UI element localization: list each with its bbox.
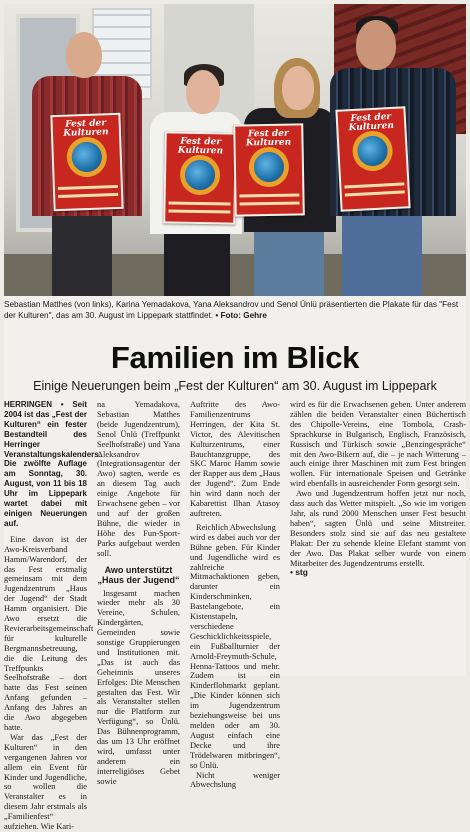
paragraph: Auftritte des Awo-Familienzentrums Herringen, der Kita St. Victor, des Alevitischen Kulturzentrums, einer Bauchtanzgruppe, des SKC Maroc Hamm sowie der Rapper aus dem „Haus der Jugend“. Zum Ende hin wird dann noch der Kabarettist Ilhan Atasoy auftreten. <box>190 400 280 518</box>
paragraph: Reichlich Abwechslung <box>196 522 276 532</box>
paragraph: wird es für die Erwachsenen geben. Unter anderem zählen die beiden Veranstalter einen Büchertisch des Chipolle-Vereins, eine Tombola, Crash-Sprachkurse in Bulgarisch, Englisch, Französisch, Russisch und Türkisch sowie „Benzingespräche“ mit den Awo-Bikern auf, die – je nach Witterung – auch einige ihrer Maschinen mit zum Fest bringen wollen. Für internationale Speisen und Getränke wird ebenfalls in ausreichender Form gesorgt sein. <box>290 400 466 489</box>
poster-3: Fest der Kulturen <box>233 123 305 216</box>
poster-1: Fest der Kulturen <box>50 113 123 211</box>
article-body <box>4 400 466 832</box>
globe-icon <box>357 135 389 167</box>
photo-caption <box>4 300 466 321</box>
photo-credit: • Foto: Gehre <box>215 310 267 320</box>
paragraph: Nicht weniger Abwechslung <box>190 770 280 790</box>
article-column-3 <box>190 400 280 790</box>
poster-2: Fest der Kulturen <box>163 131 237 224</box>
dateline: HERRINGEN <box>4 400 53 409</box>
subheading: Awo unterstützt „Haus der Jugend“ <box>97 564 180 585</box>
author-signature: • stg <box>290 567 308 578</box>
globe-icon <box>254 152 285 183</box>
paragraph: Insgesamt machen wieder mehr als 30 Vereine, Schulen, Kindergärten, Gemeinden sowie sonstige Gruppierungen und Institutionen mit. „Das ist auch das Geheimnis unseres Erfolges: Die Menschen gestalten das Fest. Wir als Veranstalter stellen nur die Plattform zur Verfügung“, so Ünlü. Das Bühnenprogramm, das um 13 Uhr eröffnet wird, umfasst unter anderem ein interreligiöses Gebet sowie <box>97 588 180 786</box>
article-column-2 <box>97 400 180 786</box>
group-photo <box>4 4 466 296</box>
paragraph: War das „Fest der Kulturen“ in den vergangenen Jahren vor allem ein Event für Kinder und Jugendliche, so wollen die Veranstalter es in diesem Jahr erstmals als „Familienfest“ aufziehen. Wie Kari- <box>4 732 87 832</box>
headline: Familien im Blick <box>110 340 360 375</box>
subheadline: Einige Neuerungen beim „Fest der Kulturen“ am 30. August im Lippepark <box>33 379 437 393</box>
article-column-1 <box>4 400 101 832</box>
newspaper-clipping <box>4 4 466 832</box>
paragraph: na Yemadakova, Sebastian Matthes (beide Jugendzentrum), Senol Ünlü (Treffpunkt Seelhofstraße) und Yana Aleksandrov (Integrationsagentur der Awo) sagten, werde es an diesem Tag auch einige Angebote für Erwachsene geben – vor und auf der großen Bühne, die wieder in Höhe des Fun-Sport-Parks aufgebaut werden soll. <box>97 400 180 558</box>
caption-text: Sebastian Matthes (von links), Karina Yemadakova, Yana Aleksandrov und Senol Ünlü präsentierten die Plakate für das "Fest der Kulturen", das am 30. August im Lippepark stattfindet. <box>4 300 459 320</box>
globe-icon <box>185 160 216 191</box>
globe-icon <box>71 141 102 172</box>
article-lead: HERRINGEN • Seit 2004 ist das „Fest der Kulturen“ ein fester Bestandteil des Herringer Veranstaltungskalenders. Die zwölfte Auflage am Sonntag, 30. August, von 11 bis 18 Uhr im Lippepark wartet dabei mit einigen Neuerungen auf. <box>4 400 101 528</box>
article-column-4 <box>290 400 466 676</box>
paragraph: wird es dabei auch vor der Bühne geben. Für Kinder und Jugendliche wird es zahlreiche Mitmachaktionen geben, darunter ein Kinderschminken, Bastelangebote, ein Kistenstapeln, verschiedene Geschicklichkeitsspiele, ein Fußballturnier der Arnold-Freymuth-Schule, Henna-Tattoos und mehr. Zudem ist ein Kinderflohmarkt geplant. „Die Kinder können sich im Jugendzentrum beziehungsweise bei uns melden oder am 30. August einfach eine Decke und ihre Trödelwaren mitbringen“, so Ünlü. <box>190 532 280 770</box>
poster-4: Fest der Kulturen <box>335 106 410 212</box>
paragraph: Awo und Jugendzentrum hoffen jetzt nur noch, dass auch das Wetter mitspielt. „So wie im vorigen Jahr, als rund 2000 Menschen unser Fest besucht haben“, sagten Ünlü und seine Mitstreiter. Besonders stolz sind sie auf das neu gestaltete Plakat: Der zu sehende kleine Elefant stammt von der Awo. Das Plakat selber wurde von einem Mitarbeiter des Jugendzentrums erstellt. <box>290 489 466 568</box>
paragraph: Eine davon ist der Awo-Kreisverband Hamm/Warendorf, der das Fest erstmalig gemeinsam mit dem Jugendzentrum „Haus der Jugend“ der Stadt Hamm organisiert. Die Awo ersetzt die Revierarbeitsgemeinschaft für kulturelle Bergmannsbetreuung, die die Leitung des Treffpunkts Seelhofstraße – dort hatte das Fest seinen Anfang gefunden – Anfang des Jahres an die Awo abgegeben hatte. <box>4 534 94 732</box>
